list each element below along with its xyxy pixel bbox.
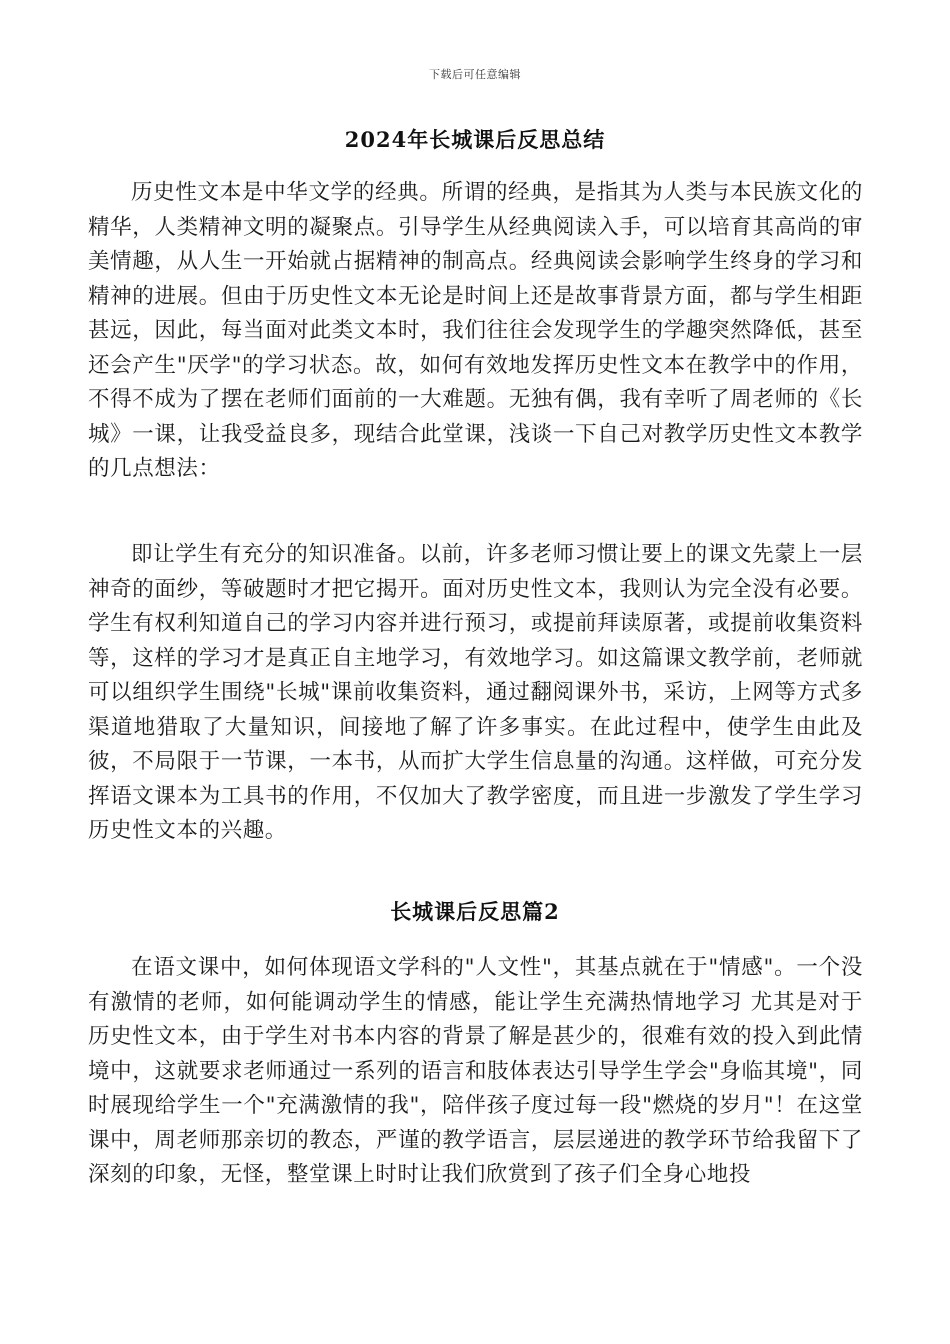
section-2-title: 长城课后反思篇2 (390, 899, 560, 924)
paragraph-1: 历史性文本是中华文学的经典。所谓的经典，是指其为人类与本民族文化的精华，人类精神文明的凝聚点。引导学生从经典阅读入手，可以培育其高尚的审美情趣，从人生一开始就占据精神的制高点。经典阅读会影响学生终身的学习和精神的进展。但由于历史性文本无论是时间上还是故事背景方面，都与学生相距甚远，因此，每当面对此类文本时，我们往往会发现学生的学趣突然降低，甚至还会产生"厌学"的学习状态。故，如何有效地发挥历史性文本在教学中的作用，不得不成为了摆在老师们面前的一大难题。无独有偶，我有幸听了周老师的《长城》一课，让我受益良多，现结合此堂课，浅谈一下自己对教学历史性文本教学的几点想法： (88, 180, 863, 481)
paragraph-2: 即让学生有充分的知识准备。以前，许多老师习惯让要上的课文先蒙上一层神奇的面纱，等破题时才把它揭开。面对历史性文本，我则认为完全没有必要。学生有权利知道自己的学习内容并进行预习，或提前拜读原著，或提前收集资料等，这样的学习才是真正自主地学习，有效地学习。如这篇课文教学前，老师就可以组织学生围绕"长城"课前收集资料，通过翻阅课外书，采访，上网等方式多渠道地猎取了大量知识，间接地了解了许多事实。在此过程中，使学生由此及彼，不局限于一节课，一本书，从而扩大学生信息量的沟通。这样做，可充分发挥语文课本为工具书的作用，不仅加大了教学密度，而且进一步激发了学生学习历史性文本的兴趣。 (88, 542, 863, 843)
header-note: 下载后可任意编辑 (429, 68, 521, 81)
document-title: 2024年长城课后反思总结 (344, 127, 606, 152)
section-2-paragraph: 在语文课中，如何体现语文学科的"人文性"，其基点就在于"情感"。一个没有激情的老师，如何能调动学生的情感，能让学生充满热情地学习 尤其是对于历史性文本，由于学生对书本内容的背景了解是甚少的，很难有效的投入到此情境中，这就要求老师通过一系列的语言和肢体表达引导学生学会"身临其境"，同时展现给学生一个"充满激情的我"，陪伴孩子度过每一段"燃烧的岁月"！在这堂课中，周老师那亲切的教态，严谨的教学语言，层层递进的教学环节给我留下了深刻的印象，无怪，整堂课上时时让我们欣赏到了孩子们全身心地投 (88, 955, 863, 1187)
